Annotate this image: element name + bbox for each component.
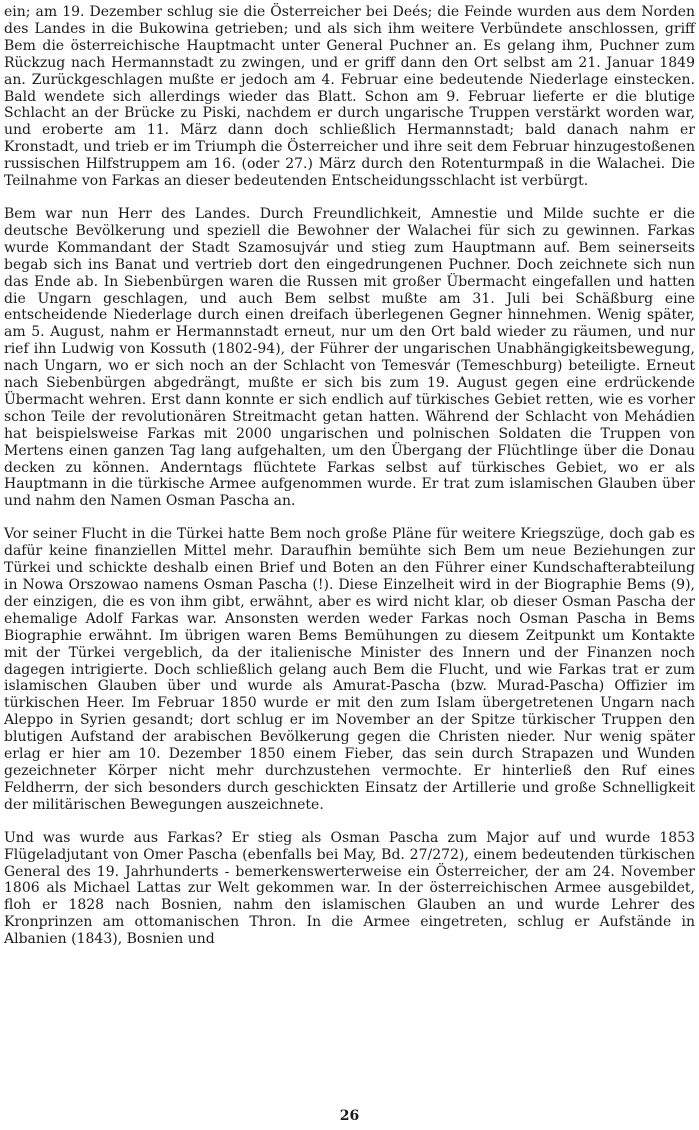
book-page: [4, 4, 695, 1126]
paragraph-2: Bem war nun Herr des Landes. Durch Freundlichkeit, Amnestie und Milde suchte er die deutsche Bevölkerung und speziell die Bewohner der Walachei für sich zu gewinnen. Farkas wurde Kommandant der Stadt Szamosujvár und stieg zum Hauptmann auf. Bem seinerseits begab sich ins Banat und vertrieb dort den eingedrungenen Puchner. Doch zeichnete sich nun das Ende ab. In Siebenbürgen waren die Russen mit großer Übermacht eingefallen und hatten die Ungarn geschlagen, und auch Bem selbst mußte am 31. Juli bei Schäßburg eine entscheidende Niederlage durch einen dreifach überlegenen Gegner hinnehmen. Wenig später, am 5. August, nahm er Hermannstadt erneut, nur um den Ort bald wieder zu räumen, und nur rief ihn Ludwig von Kossuth (1802-94), der Führer der ungarischen Unabhängigkeitsbewegung, nach Ungarn, wo er sich noch an der Schlacht von Temesvár (Temeschburg) beteiligte. Erneut nach Siebenbürgen abgedrängt, mußte er sich bis zum 19. August gegen eine erdrückende Übermacht wehren. Erst dann konnte er sich endlich auf türkisches Gebiet retten, wie es vorher schon Teile der revolutionären Streitmacht getan hatten. Während der Schlacht von Mehádien hat beispielsweise Farkas mit 2000 ungarischen und polnischen Soldaten die Truppen von Mertens einen ganzen Tag lang aufgehalten, um den Übergang der Flüchtlinge über die Donau decken zu können. Anderntags flüchtete Farkas selbst auf türkisches Gebiet, wo er als Hauptmann in die türkische Armee aufgenommen wurde. Er trat zum islamischen Glauben über und nahm den Namen Osman Pascha an.: [4, 205, 695, 510]
page-number: 26: [339, 1108, 360, 1124]
paragraph-1: ein; am 19. Dezember schlug sie die Österreicher bei Deés; die Feinde wurden aus dem Norden des Landes in die Bukowina getrieben; und als sich ihm weitere Verbündete anschlossen, griff Bem die österreichische Hauptmacht unter General Puchner an. Es gelang ihm, Puchner zum Rückzug nach Hermannstadt zu zwingen, und er griff dann den Ort selbst am 21. Januar 1849 an. Zurückgeschlagen mußte er jedoch am 4. Februar eine bedeutende Niederlage einstecken. Bald wendete sich allerdings wieder das Blatt. Schon am 9. Februar lieferte er die blutige Schlacht an der Brücke zu Piski, nachdem er durch ungarische Truppen verstärkt worden war, und eroberte am 11. März dann doch schließlich Hermannstadt; bald danach nahm er Kronstadt, und trieb er im Triumph die Österreicher und ihre seit dem Februar hinzugestoßenen russischen Hilfstruppem am 16. (oder 27.) März durch den Rotenturmpaß in die Walachei. Die Teilnahme von Farkas an dieser bedeutenden Entscheidungsschlacht ist verbürgt.: [4, 4, 695, 190]
paragraph-3: Vor seiner Flucht in die Türkei hatte Bem noch große Pläne für weitere Kriegszüge, doch gab es dafür keine finanziellen Mittel mehr. Daraufhin bemühte sich Bem um neue Beziehungen zur Türkei und schickte deshalb einen Brief und Boten an den Führer einer Kundschafterabteilung in Nowa Orszowao namens Osman Pascha (!). Diese Einzelheit wird in der Biographie Bems (9), der einzigen, die es von ihm gibt, erwähnt, aber es wird nicht klar, ob dieser Osman Pascha der ehemalige Adolf Farkas war. Ansonsten werden weder Farkas noch Osman Pascha in Bems Biographie erwähnt. Im übrigen waren Bems Bemühungen zu diesem Zeitpunkt um Kontakte mit der Türkei vergeblich, da der italienische Minister des Innern und der Finanzen noch dagegen intrigierte. Doch schließlich gelang auch Bem die Flucht, und wie Farkas trat er zum islamischen Glauben über und wurde als Amurat-Pascha (bzw. Murad-Pascha) Offizier im türkischen Heer. Im Februar 1850 wurde er mit den zum Islam übergetretenen Ungarn nach Aleppo in Syrien gesandt; dort schlug er im November an der Spitze türkischer Truppen den blutigen Aufstand der arabischen Bevölkerung gegen die Christen nieder. Nur wenig später erlag er hier am 10. Dezember 1850 einem Fieber, das sein durch Strapazen und Wunden gezeichneter Körper nicht mehr durchzustehen vermochte. Er hinterließ den Ruf eines Feldherrn, der sich besonders durch geschickten Einsatz der Artillerie und große Schnelligkeit der militärischen Bewegungen auszeichnete.: [4, 526, 695, 813]
paragraph-4: Und was wurde aus Farkas? Er stieg als Osman Pascha zum Major auf und wurde 1853 Flügeladjutant von Omer Pascha (ebenfalls bei May, Bd. 27/272), einem bedeutenden türkischen General des 19. Jahrhunderts - bemerkenswerterweise ein Österreicher, der am 24. November 1806 als Michael Lattas zur Welt gekommen war. In der österreichischen Armee ausgebildet, floh er 1828 nach Bosnien, nahm den islamischen Glauben an und wurde Lehrer des Kronprinzen am ottomanischen Thron. In die Armee eingetreten, schlug er Aufstände in Albanien (1843), Bosnien und: [4, 829, 695, 948]
